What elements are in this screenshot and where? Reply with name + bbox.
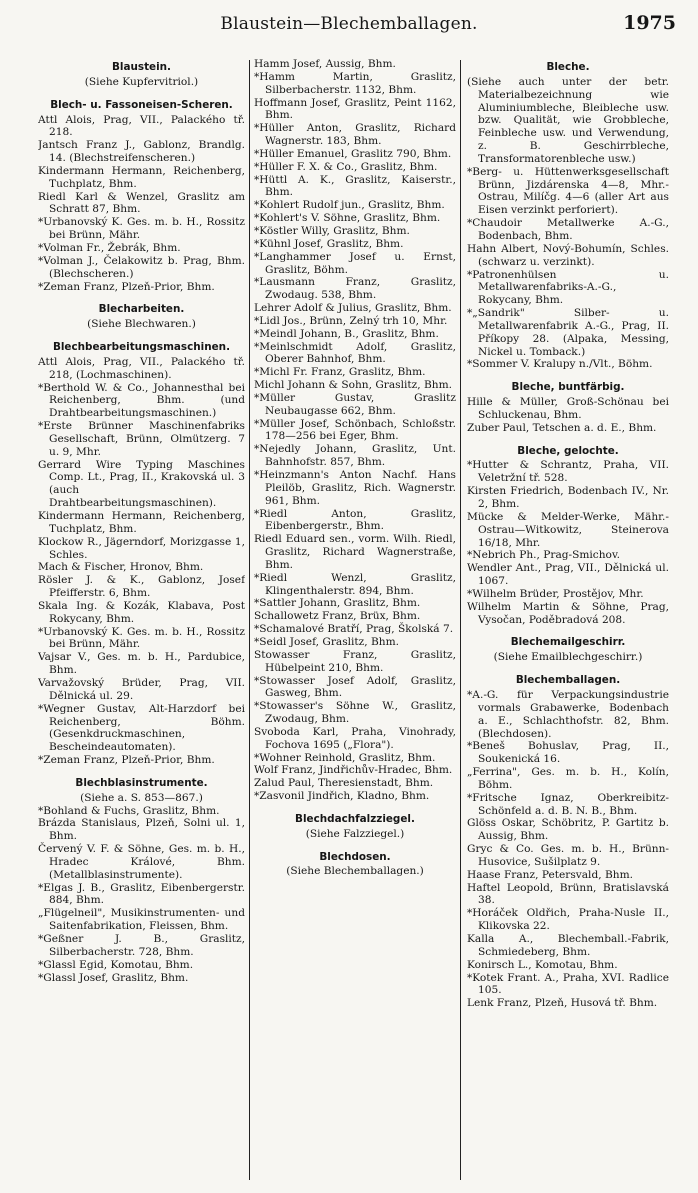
directory-entry: *Stowasser Josef Adolf, Graslitz, Gasweg, Bhm. — [254, 674, 456, 700]
directory-entry: *Elgas J. B., Graslitz, Eibenbergerstr. 884, Bhm. — [38, 881, 245, 907]
directory-entry: Hahn Albert, Nový-Bohumín, Schles. (schwarz u. verzinkt). — [467, 242, 669, 268]
directory-entry: Zalud Paul, Theresienstadt, Bhm. — [254, 777, 434, 790]
directory-entry: Wilhelm Martin & Söhne, Prag, Vysočan, Poděbradová 208. — [467, 600, 669, 626]
directory-entry: *Volman Fr., Žebrák, Bhm. — [38, 241, 181, 254]
directory-entry: *Sattler Johann, Graslitz, Bhm. — [254, 597, 421, 610]
directory-entry: Hille & Müller, Groß-Schönau bei Schluckenau, Bhm. — [467, 396, 669, 421]
directory-entry: *Volman J., Čelakowitz b. Prag, Bhm. (Blechscheren.) — [38, 254, 245, 280]
directory-entry: *Nebrich Ph., Prag-Smichov. — [467, 549, 621, 562]
directory-entry: Lenk Franz, Plzeň, Husová tř. Bhm. — [467, 997, 658, 1010]
section-note: (Siehe Falzziegel.) — [305, 827, 405, 840]
directory-entry: *Urbanovský K. Ges. m. b. H., Rossitz bei Brünn, Mähr. — [38, 216, 245, 242]
directory-entry: Gerrard Wire Typing Maschines Comp. Lt., Prag, II., Krakovská ul. 3 (auch Drahtbearbeitungsmaschinen). — [38, 458, 245, 510]
section-title: Blechblasinstrumente. — [75, 776, 208, 789]
section-note: (Siehe Blechemballagen.) — [286, 865, 424, 878]
directory-entry: *Wegner Gustav, Alt-Harzdorf bei Reichenberg, Böhm. (Gesenkdruckmaschinen, Bescheindeautomaten). — [38, 702, 245, 754]
directory-entry: Wendler Ant., Prag, VII., Dělnická ul. 1067. — [467, 562, 669, 588]
directory-entry: Rösler J. & K., Gablonz, Josef Pfeifferstr. 6, Bhm. — [38, 574, 245, 600]
section-title: Blech- u. Fassoneisen-Scheren. — [50, 98, 233, 111]
section-blechdachfalzziegel — [254, 813, 456, 841]
column-divider — [249, 60, 250, 1180]
section-title: Bleche. — [546, 61, 590, 73]
directory-entry: Haftel Leopold, Brünn, Bratislavská 38. — [467, 881, 669, 907]
directory-entry: *Glassl Josef, Graslitz, Bhm. — [38, 971, 189, 984]
directory-entry: Skala Ing. & Kozák, Klabava, Post Rokycany, Bhm. — [38, 599, 245, 625]
directory-entry: „Flügelneil", Musikinstrumenten- und Saitenfabrikation, Fleissen, Bhm. — [38, 907, 245, 933]
section-blechemballagen — [467, 674, 669, 1010]
section-continued — [254, 58, 456, 803]
directory-entry: *Berg- u. Hüttenwerksgesellschaft Brünn, Jizdárenska 4—8, Mhr.-Ostrau, Milíčg. 4—6 (aller Art aus Eisen verzinkt perforiert). — [467, 165, 669, 217]
directory-entry: Kindermann Hermann, Reichenberg, Tuchplatz, Bhm. — [38, 164, 245, 190]
directory-entry: *A.-G. für Verpackungsindustrie vormals Grabawerke, Bodenbach a. E., Schlachthofstr. 82, Bhm. (Blechdosen). — [467, 688, 669, 740]
directory-entry: „Ferrina", Ges. m. b. H., Kolín, Böhm. — [467, 766, 669, 791]
directory-entry: Kalla A., Blechemball.-Fabrik, Schmiedeberg, Bhm. — [467, 933, 669, 958]
directory-entry: Stowasser Franz, Graslitz, Hübelpeint 210, Bhm. — [254, 648, 456, 674]
directory-entry: *Patronenhülsen u. Metallwarenfabriks-A.-G., Rokycany, Bhm. — [467, 268, 669, 307]
section-title: Blechemailgeschirr. — [510, 636, 626, 649]
directory-entry: Mach & Fischer, Hronov, Bhm. — [38, 561, 204, 574]
directory-entry: *Lidl Jos., Brünn, Zelný trh 10, Mhr. — [254, 314, 448, 327]
directory-entry: *Meinlschmidt Adolf, Graslitz, Oberer Bahnhof, Bhm. — [254, 340, 456, 366]
directory-entry: Mücke & Melder-Werke, Mähr.-Ostrau—Witkowitz, Steinerova 16/18, Mhr. — [467, 510, 669, 549]
directory-entry: Varvažovský Brüder, Prag, VII. Dělnická ul. 29. — [38, 676, 245, 702]
section-note: (Siehe Emailblechgeschirr.) — [493, 651, 643, 664]
directory-entry: *Berthold W. & Co., Johannesthal bei Reichenberg, Bhm. (und Drahtbearbeitungsmaschinen.) — [38, 381, 245, 420]
directory-entry: Svoboda Karl, Praha, Vinohrady, Fochova 1695 („Flora"). — [254, 725, 456, 751]
section-blech-u-fassoneisen-scheren — [38, 99, 245, 294]
directory-entry: *Glassl Egid, Komotau, Bhm. — [38, 958, 194, 971]
directory-entry: Riedl Karl & Wenzel, Graslitz am Schratt 87, Bhm. — [38, 190, 245, 216]
section-title: Blechbearbeitungsmaschinen. — [52, 341, 231, 354]
section-blechdosen — [254, 851, 456, 879]
directory-entry: *Schamalové Bratří, Prag, Školská 7. — [254, 623, 454, 636]
section-title: Blechdosen. — [319, 850, 391, 863]
directory-entry: *Meindl Johann, B., Graslitz, Bhm. — [254, 327, 439, 340]
directory-entry: Brázda Stanislaus, Plzeň, Solni ul. 1, Bhm. — [38, 817, 245, 843]
directory-entry: Attl Alois, Prag, VII., Palackého tř. 218. — [38, 113, 245, 139]
directory-entry: Schallowetz Franz, Brüx, Bhm. — [254, 610, 421, 623]
directory-entry: *Langhammer Josef u. Ernst, Graslitz, Böhm. — [254, 250, 456, 276]
directory-entry: *Erste Brünner Maschinenfabriks Gesellschaft, Brünn, Olmützerg. 7 u. 9, Mhr. — [38, 420, 245, 458]
directory-entry: *Seidl Josef, Graslitz, Bhm. — [254, 635, 400, 648]
directory-entry: *Kühnl Josef, Graslitz, Bhm. — [254, 237, 404, 250]
directory-entry: Lehrer Adolf & Julius, Graslitz, Bhm. — [254, 302, 452, 315]
directory-entry: Klockow R., Jägerndorf, Morizgasse 1, Schles. — [38, 535, 245, 561]
directory-entry: *Riedl Wenzl, Graslitz, Klingenthalerstr. 894, Bhm. — [254, 571, 456, 597]
directory-entry: *Müller Gustav, Graslitz Neubaugasse 662, Bhm. — [254, 391, 456, 417]
directory-entry: Konirsch L., Komotau, Bhm. — [467, 958, 618, 971]
page-number: 1975 — [623, 12, 676, 34]
directory-entry: *Geßner J. B., Graslitz, Silberbacherstr. 728, Bhm. — [38, 933, 245, 958]
section-note: (Siehe Kupfervitriol.) — [84, 75, 199, 88]
column-left — [38, 58, 245, 994]
directory-entry: *Chaudoir Metallwerke A.-G., Bodenbach, Bhm. — [467, 217, 669, 242]
section-bleche-buntf-rbig — [467, 381, 669, 434]
page-header — [0, 14, 698, 40]
directory-entry: *Horáček Oldřich, Praha-Nusle II., Klikovska 22. — [467, 907, 669, 933]
directory-entry: Haase Franz, Petersvald, Bhm. — [467, 868, 633, 881]
section-blecharbeiten — [38, 303, 245, 331]
directory-entry: *Hüttl A. K., Graslitz, Kaiserstr., Bhm. — [254, 173, 456, 199]
directory-entry: *Hutter & Schrantz, Praha, VII. Veletržní tř. 528. — [467, 459, 669, 485]
directory-entry: Glöss Oskar, Schöbritz, P. Gartitz b. Aussig, Bhm. — [467, 817, 669, 843]
section-blechbearbeitungsmaschinen — [38, 341, 245, 767]
section-note: (Siehe a. S. 853—867.) — [80, 791, 203, 804]
directory-entry: *Hamm Martin, Graslitz, Silberbacherstr. 1132, Bhm. — [254, 70, 456, 96]
directory-entry: *Lausmann Franz, Graslitz, Zwodaug. 538, Bhm. — [254, 276, 456, 302]
directory-entry: Jantsch Franz J., Gablonz, Brandlg. 14. (Blechstreifenscheren.) — [38, 139, 245, 165]
directory-entry: *„Sandrik" Silber- u. Metallwarenfabrik A.-G., Prag, II. Příkopy 28. (Alpaka, Messing, Nickel u. Tomback.) — [467, 307, 669, 358]
directory-entry: *Wilhelm Brüder, Prostějov, Mhr. — [467, 587, 644, 600]
directory-entry: Wolf Franz, Jindřichův-Hradec, Bhm. — [254, 764, 453, 777]
section-title: Bleche, gelochte. — [517, 444, 619, 457]
directory-entry: *Köstler Willy, Graslitz, Bhm. — [254, 224, 410, 237]
directory-entry: *Kohlert Rudolf jun., Graslitz, Bhm. — [254, 199, 445, 212]
directory-entry: Michl Johann & Sohn, Graslitz, Bhm. — [254, 379, 452, 392]
directory-entry: Attl Alois, Prag, VII., Palackého tř. 218, (Lochmaschinen). — [38, 355, 245, 381]
section-bleche-gelochte — [467, 445, 669, 627]
directory-entry: *Nejedly Johann, Graslitz, Unt. Bahnhofstr. 857, Bhm. — [254, 443, 456, 469]
directory-entry: *Zeman Franz, Plzeň-Prior, Bhm. — [38, 280, 215, 293]
directory-entry: *Michl Fr. Franz, Graslitz, Bhm. — [254, 366, 426, 379]
directory-entry: Vajsar V., Ges. m. b. H., Pardubice, Bhm. — [38, 651, 245, 677]
directory-entry: *Hüller Anton, Graslitz, Richard Wagnerstr. 183, Bhm. — [254, 122, 456, 148]
directory-entry: *Wohner Reinhold, Graslitz, Bhm. — [254, 751, 436, 764]
directory-entry: *Fritsche Ignaz, Oberkreibitz-Schönfeld a. d. B. N. B., Bhm. — [467, 791, 669, 817]
directory-entry: *Beneš Bohuslav, Prag, II., Soukenická 16. — [467, 740, 669, 766]
section-blaustein — [38, 61, 245, 89]
column-middle — [254, 58, 456, 888]
directory-entry: *Hüller F. X. & Co., Graslitz, Bhm. — [254, 160, 438, 173]
directory-entry: *Zasvonil Jindřich, Kladno, Bhm. — [254, 790, 430, 803]
column-divider — [460, 60, 461, 1180]
directory-entry: *Riedl Anton, Graslitz, Eibenbergerstr., Bhm. — [254, 507, 456, 533]
directory-entry: Červený V. F. & Söhne, Ges. m. b. H., Hradec Králové, Bhm. (Metallblasinstrumente). — [38, 843, 245, 881]
directory-entry: Kirsten Friedrich, Bodenbach IV., Nr. 2, Bhm. — [467, 485, 669, 510]
section-title: Blaustein. — [112, 61, 171, 73]
column-right — [467, 58, 669, 1020]
section-title: Blechemballagen. — [515, 674, 621, 687]
directory-entry: Kindermann Hermann, Reichenberg, Tuchplatz, Bhm. — [38, 510, 245, 535]
directory-entry: *Heinzmann's Anton Nachf. Hans Pleilöb, Graslitz, Rich. Wagnerstr. 961, Bhm. — [254, 469, 456, 507]
directory-entry: *Zeman Franz, Plzeň-Prior, Bhm. — [38, 754, 215, 767]
directory-entry: *Bohland & Fuchs, Graslitz, Bhm. — [38, 804, 220, 817]
directory-entry: (Siehe auch unter der betr. Materialbezeichnung wie Aluminiumbleche, Bleibleche usw. bzw. Qualität, wie Grobbleche, Feinbleche usw. und Verwendung, z. B. Geschirrbleche, Transformatorenbleche usw.) — [467, 75, 669, 165]
section-note: (Siehe Blechwaren.) — [87, 318, 196, 331]
directory-entry: Gryc & Co. Ges. m. b. H., Brünn-Husovice, Sušilplatz 9. — [467, 843, 669, 868]
directory-entry: *Sommer V. Kralupy n./Vlt., Böhm. — [467, 358, 653, 371]
directory-entry: *Müller Josef, Schönbach, Schloßstr. 178—256 bei Eger, Bhm. — [254, 417, 456, 443]
directory-entry: Riedl Eduard sen., vorm. Wilh. Riedl, Graslitz, Richard Wagnerstraße, Bhm. — [254, 533, 456, 571]
directory-entry: *Kotek Frant. A., Praha, XVI. Radlice 105. — [467, 971, 669, 997]
directory-entry: *Urbanovský K. Ges. m. b. H., Rossitz bei Brünn, Mähr. — [38, 625, 245, 651]
directory-entry: *Kohlert's V. Söhne, Graslitz, Bhm. — [254, 212, 441, 225]
directory-entry: Hoffmann Josef, Graslitz, Peint 1162, Bhm. — [254, 96, 456, 122]
directory-entry: Zuber Paul, Tetschen a. d. E., Bhm. — [467, 421, 657, 434]
section-title: Blecharbeiten. — [98, 303, 185, 316]
section-blechblasinstrumente — [38, 777, 245, 985]
section-blechemailgeschirr — [467, 636, 669, 664]
running-title: Blaustein—Blechemballagen. — [220, 14, 478, 34]
directory-entry: Hamm Josef, Aussig, Bhm. — [254, 58, 396, 70]
directory-entry: *Hüller Emanuel, Graslitz 790, Bhm. — [254, 147, 452, 160]
section-title: Bleche, buntfärbig. — [511, 381, 625, 394]
section-title: Blechdachfalzziegel. — [295, 812, 415, 825]
section-bleche — [467, 61, 669, 371]
directory-entry: *Stowasser's Söhne W., Graslitz, Zwodaug, Bhm. — [254, 700, 456, 726]
